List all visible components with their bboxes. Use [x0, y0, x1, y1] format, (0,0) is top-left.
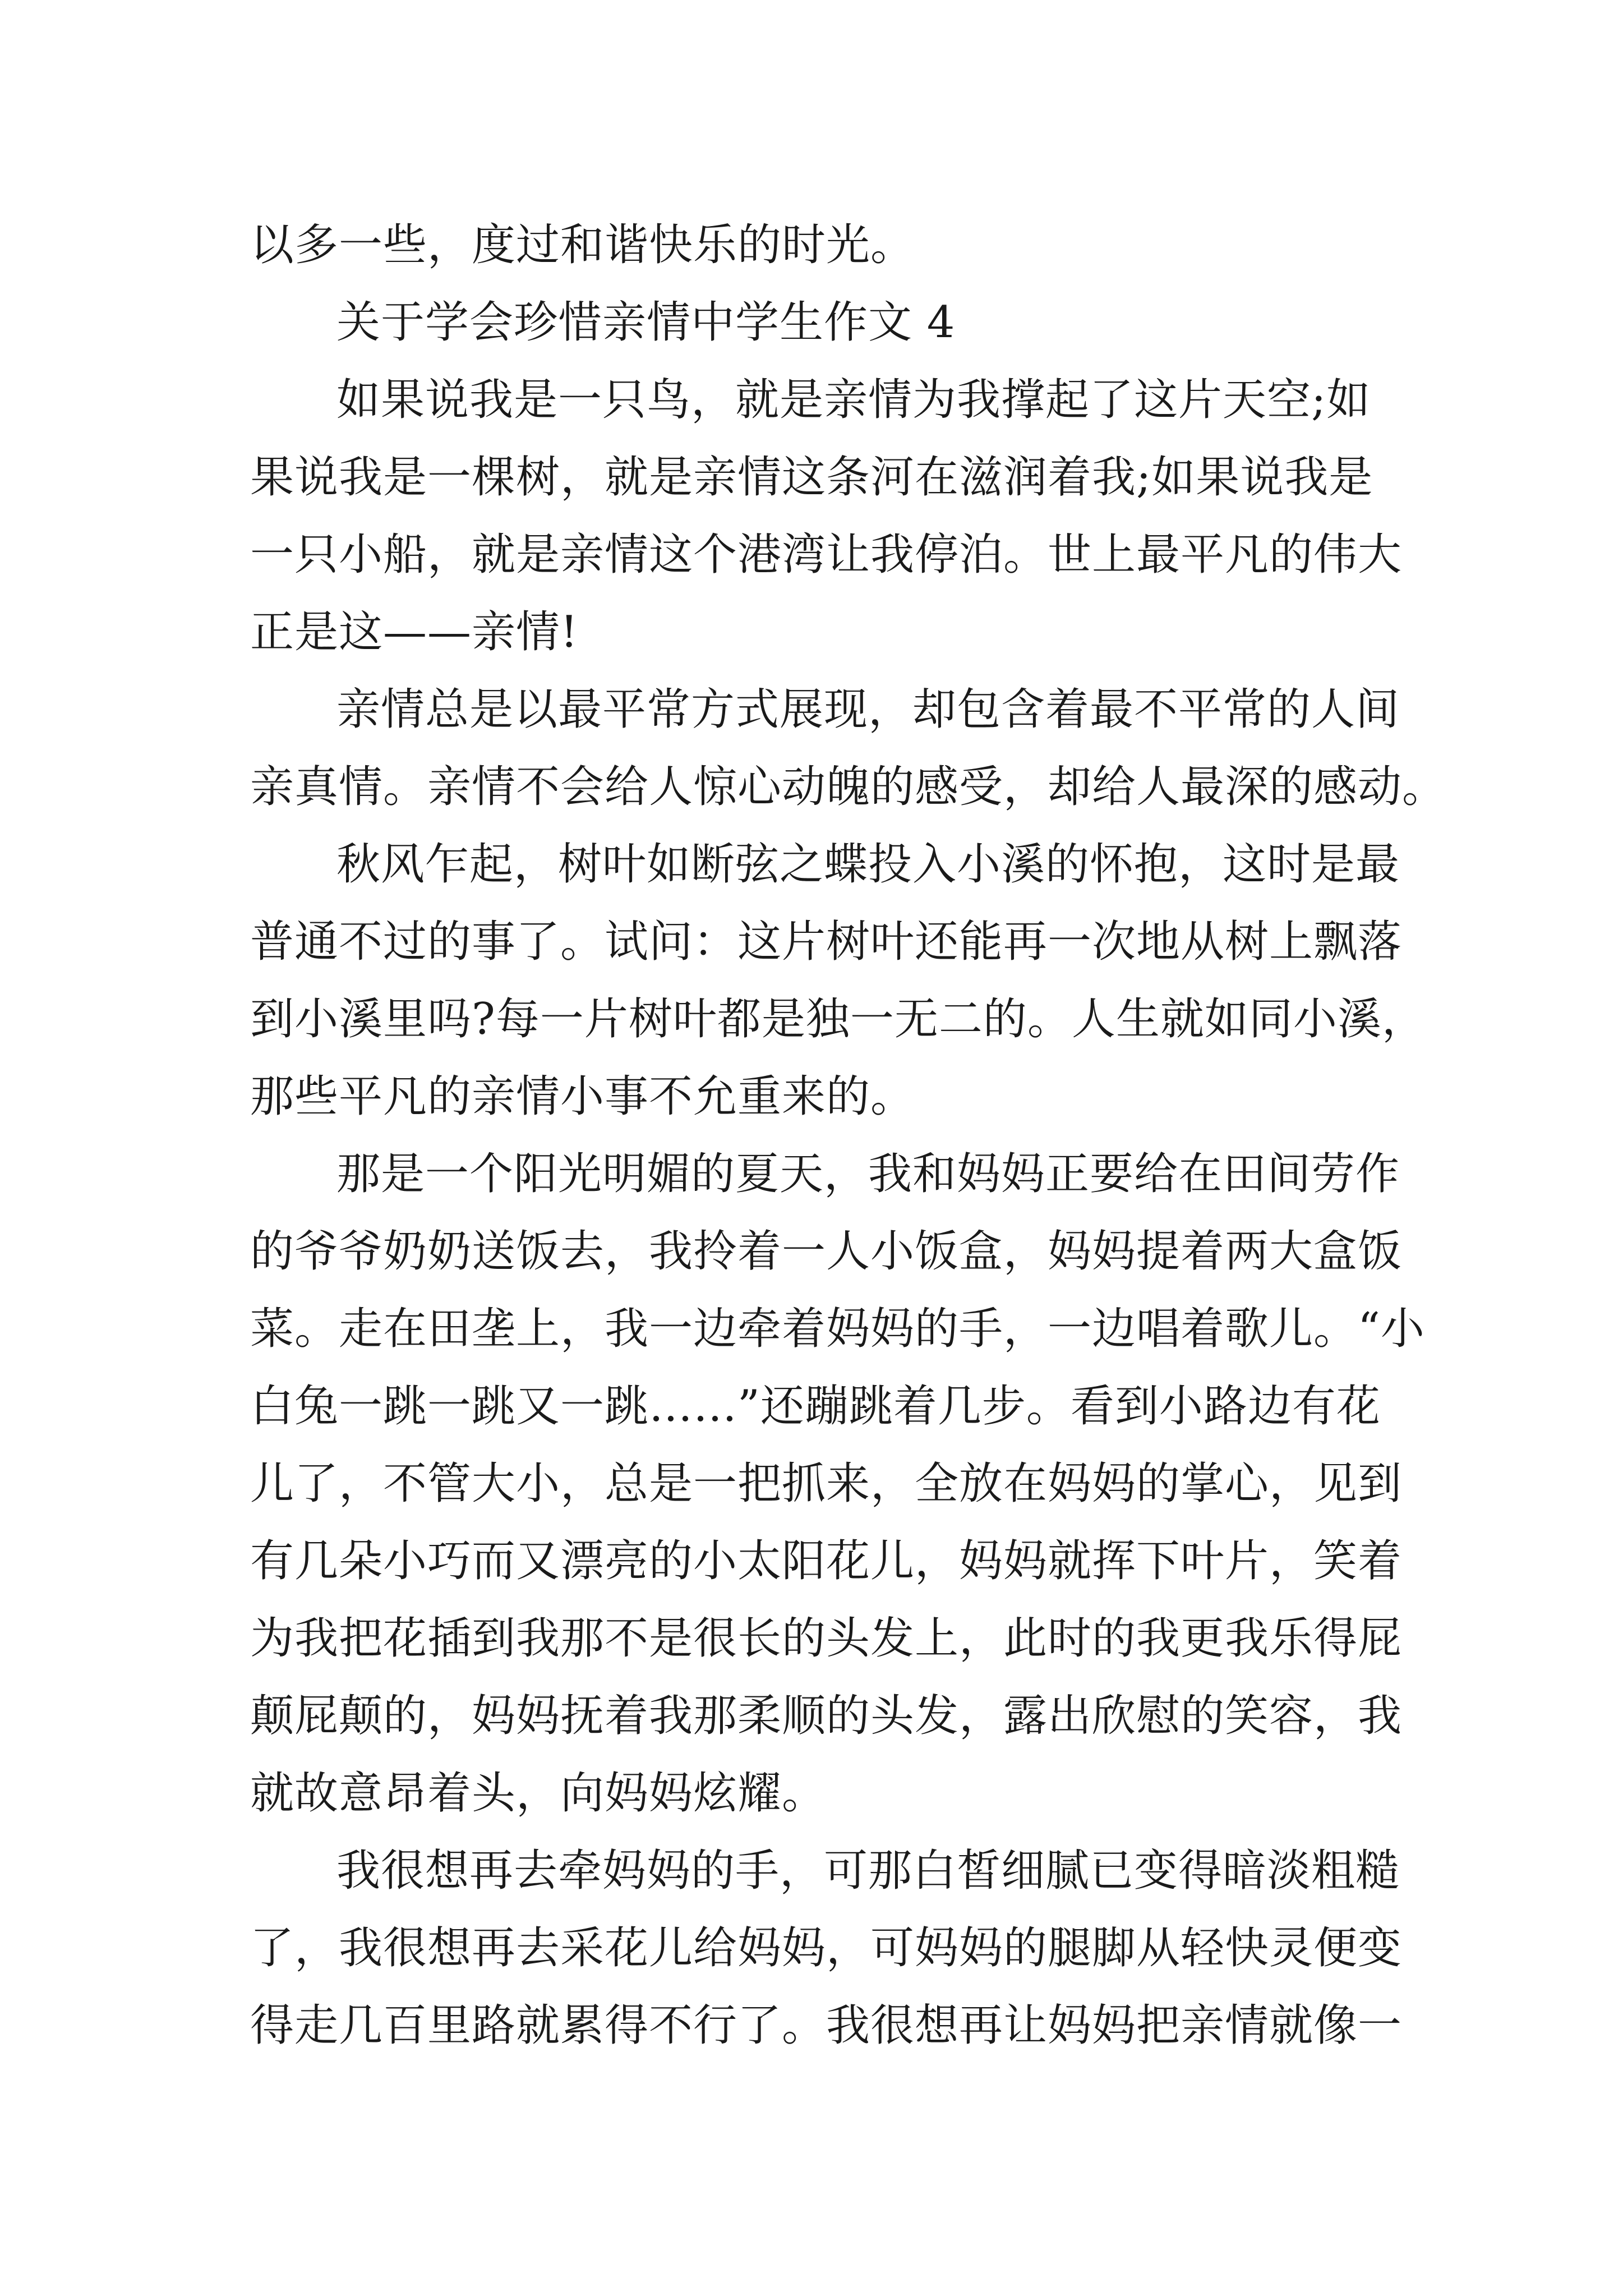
paragraph-first-line: 那是一个阳光明媚的夏天，我和妈妈正要给在田间劳作 — [336, 1149, 1400, 1199]
paragraph-first-line: 亲情总是以最平常方式展现，却包含着最不平常的人间 — [336, 684, 1400, 735]
text-line: 颠屁颠的，妈妈抚着我那柔顺的头发，露出欣慰的笑容，我 — [250, 1691, 1403, 1741]
text-line: 果说我是一棵树，就是亲情这条河在滋润着我;如果说我是 — [250, 452, 1373, 503]
text-line: 到小溪里吗?每一片树叶都是独一无二的。人生就如同小溪， — [250, 994, 1426, 1045]
paragraph-first-line: 如果说我是一只鸟，就是亲情为我撑起了这片天空;如 — [336, 375, 1371, 425]
text-line: 白兔一跳一跳又一跳……”还蹦跳着几步。看到小路边有花 — [250, 1381, 1381, 1432]
text-line: 以多一些，度过和谐快乐的时光。 — [250, 220, 915, 270]
paragraph-first-line: 关于学会珍惜亲情中学生作文 4 — [336, 297, 956, 348]
text-line: 亲真情。亲情不会给人惊心动魄的感受，却给人最深的感动。 — [250, 762, 1447, 812]
text-line: 正是这——亲情! — [250, 607, 579, 657]
text-line: 为我把花插到我那不是很长的头发上，此时的我更我乐得屁 — [250, 1613, 1403, 1664]
text-line: 就故意昂着头，向妈妈炫耀。 — [250, 1768, 827, 1819]
text-line: 菜。走在田垄上，我一边牵着妈妈的手，一边唱着歌儿。“小 — [250, 1304, 1425, 1354]
text-line: 儿了，不管大小，总是一把抓来，全放在妈妈的掌心，见到 — [250, 1458, 1403, 1509]
body-text — [250, 206, 1447, 2064]
text-line: 那些平凡的亲情小事不允重来的。 — [250, 1071, 915, 1122]
paragraph-first-line: 秋风乍起，树叶如断弦之蝶投入小溪的怀抱，这时是最 — [336, 839, 1400, 890]
text-line: 有几朵小巧而又漂亮的小太阳花儿，妈妈就挥下叶片，笑着 — [250, 1536, 1403, 1586]
text-line: 一只小船，就是亲情这个港湾让我停泊。世上最平凡的伟大 — [250, 530, 1403, 580]
text-line: 的爷爷奶奶送饭去，我拎着一人小饭盒，妈妈提着两大盒饭 — [250, 1226, 1403, 1277]
paragraph-first-line: 我很想再去牵妈妈的手，可那白皙细腻已变得暗淡粗糙 — [336, 1846, 1400, 1896]
text-line: 普通不过的事了。试问：这片树叶还能再一次地从树上飘落 — [250, 917, 1403, 967]
text-line: 得走几百里路就累得不行了。我很想再让妈妈把亲情就像一 — [250, 2000, 1403, 2051]
text-line: 了，我很想再去采花儿给妈妈，可妈妈的腿脚从轻快灵便变 — [250, 1923, 1403, 1973]
